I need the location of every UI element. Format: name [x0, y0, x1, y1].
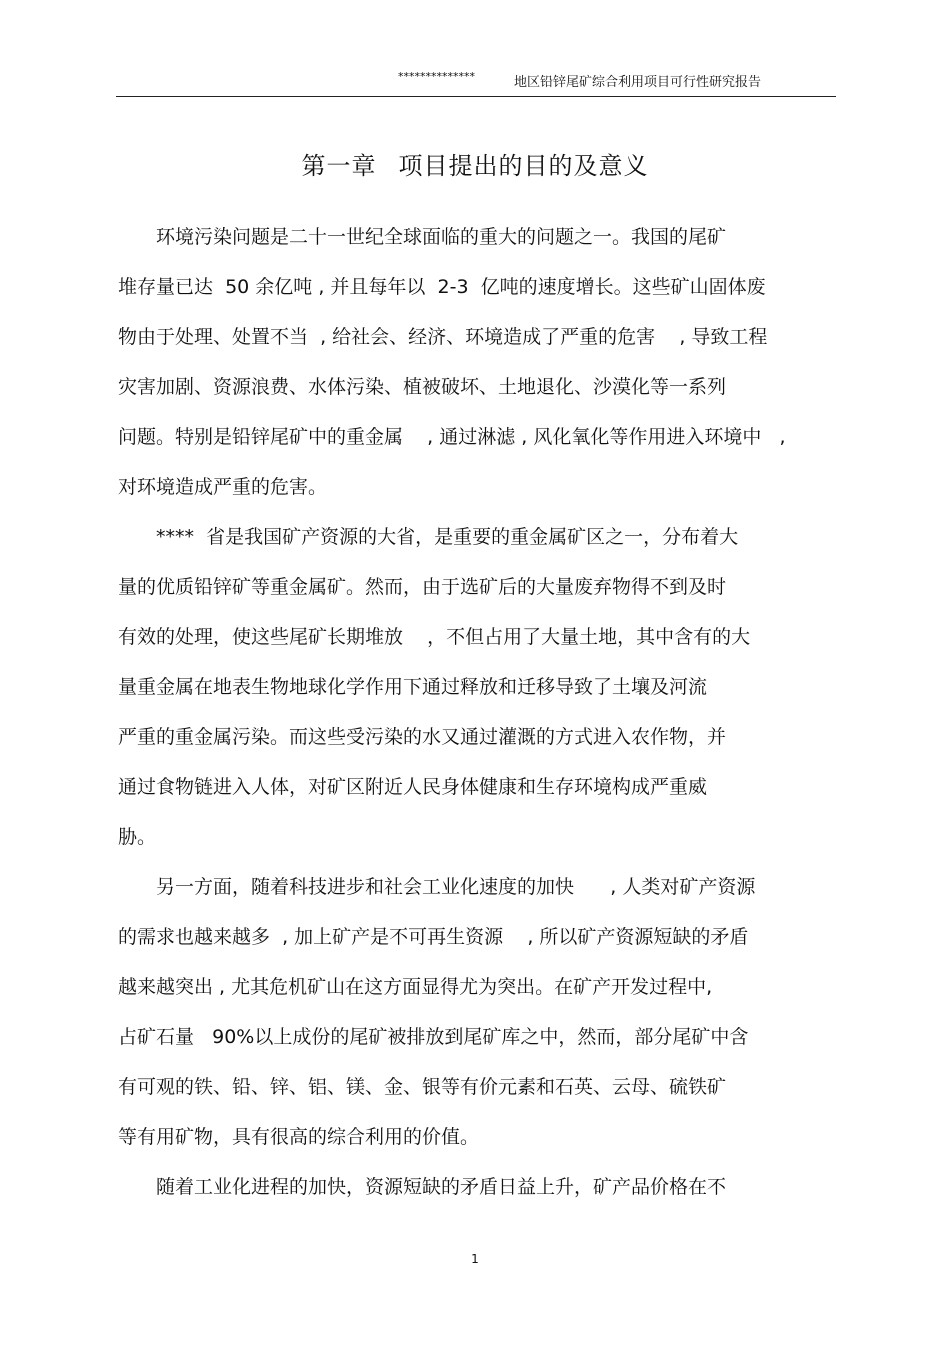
text-line: 量的优质铅锌矿等重金属矿。然而，由于选矿后的大量废弃物得不到及时: [118, 576, 727, 598]
page-header: [116, 70, 836, 97]
text-line: 的需求也越来越多 , 加上矿产是不可再生资源 , 所以矿产资源短缺的矛盾: [118, 926, 749, 948]
text-line: 对环境造成严重的危害。: [118, 476, 328, 498]
text-line: 另一方面，随着科技进步和社会工业化速度的加快 , 人类对矿产资源: [118, 876, 756, 898]
text-line: 胁。: [118, 826, 157, 848]
text-line: **** 省是我国矿产资源的大省，是重要的重金属矿区之一，分布着大: [118, 526, 739, 548]
text-line: 占矿石量 90%以上成份的尾矿被排放到尾矿库之中，然而，部分尾矿中含: [118, 1026, 749, 1048]
text-line: 灾害加剧、资源浪费、水体污染、植被破坏、土地退化、沙漠化等一系列: [118, 376, 727, 398]
text-line: 有可观的铁、铅、锌、铝、镁、金、银等有价元素和石英、云母、硫铁矿: [118, 1076, 727, 1098]
text-line: 通过食物链进入人体，对矿区附近人民身体健康和生存环境构成严重威: [118, 776, 708, 798]
text-line: 随着工业化进程的加快，资源短缺的矛盾日益上升，矿产品价格在不: [118, 1176, 727, 1198]
header-marker: **************: [398, 70, 475, 83]
text-line: 量重金属在地表生物地球化学作用下通过释放和迁移导致了土壤及河流: [118, 676, 708, 698]
header-title: 地区铅锌尾矿综合利用项目可行性研究报告: [514, 75, 762, 90]
text-line: 严重的重金属污染。而这些受污染的水又通过灌溉的方式进入农作物，并: [118, 726, 727, 748]
text-line: 物由于处理、处置不当 , 给社会、经济、环境造成了严重的危害 , 导致工程: [118, 326, 768, 348]
text-line: 等有用矿物，具有很高的综合利用的价值。: [118, 1126, 480, 1148]
text-line: 环境污染问题是二十一世纪全球面临的重大的问题之一。我国的尾矿: [118, 226, 727, 248]
text-line: 有效的处理，使这些尾矿长期堆放 ，不但占用了大量土地，其中含有的大: [118, 626, 751, 648]
chapter-title: 项目提出的目的及意义: [398, 152, 649, 180]
text-line: 问题。特别是铅锌尾矿中的重金属 , 通过淋滤 , 风化氧化等作用进入环境中 ,: [118, 426, 786, 448]
chapter-heading: [0, 146, 950, 181]
page-number: 1: [471, 1252, 479, 1266]
text-line: 越来越突出 , 尤其危机矿山在这方面显得尤为突出。在矿产开发过程中,: [118, 976, 713, 998]
chapter-number: 第一章: [301, 152, 377, 180]
text-line: 堆存量已达 50 余亿吨 , 并且每年以 2-3 亿吨的速度增长。这些矿山固体废: [118, 276, 766, 298]
